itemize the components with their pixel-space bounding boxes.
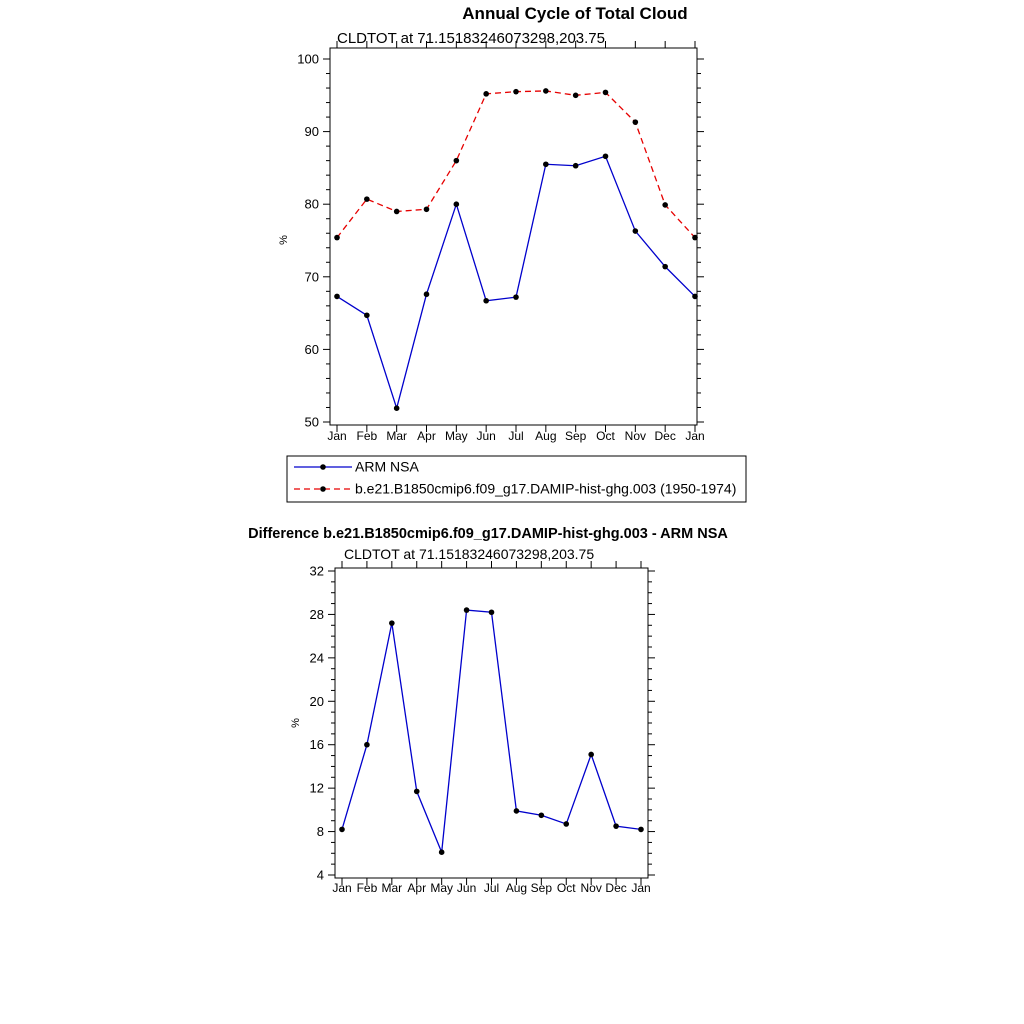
data-point-marker: [638, 827, 644, 833]
y-tick-label: 12: [309, 780, 324, 796]
data-point-marker: [603, 153, 609, 159]
series-line: [342, 610, 641, 852]
x-tick-label: Jul: [508, 429, 524, 443]
data-point-marker: [543, 88, 549, 94]
x-tick-label: Dec: [605, 881, 627, 895]
top-chart-series: [334, 88, 698, 411]
x-tick-label: Aug: [505, 881, 528, 895]
data-point-marker: [439, 849, 445, 855]
x-tick-label: Sep: [564, 429, 587, 443]
top-chart-axes: [297, 41, 704, 443]
data-point-marker: [613, 823, 619, 829]
top-chart-subtitle: CLDTOT at 71.15183246073298,203.75: [337, 30, 605, 47]
x-tick-label: Apr: [417, 429, 436, 443]
data-point-marker: [489, 609, 495, 615]
data-point-marker: [464, 607, 470, 613]
data-point-marker: [424, 206, 430, 212]
data-point-marker: [514, 808, 520, 814]
series-line: [337, 156, 695, 408]
y-tick-label: 100: [297, 51, 319, 67]
data-point-marker: [364, 312, 370, 318]
data-point-marker: [339, 827, 345, 833]
x-tick-label: Mar: [386, 429, 408, 443]
legend-label-model: b.e21.B1850cmip6.f09_g17.DAMIP-hist-ghg.003 (1950-1974): [355, 480, 737, 497]
series-line: [337, 91, 695, 238]
x-tick-label: Oct: [556, 881, 576, 895]
data-point-marker: [334, 235, 340, 241]
y-tick-label: 32: [309, 563, 324, 579]
data-point-marker: [513, 294, 519, 300]
data-point-marker: [424, 291, 430, 297]
data-point-marker: [454, 201, 460, 207]
data-point-marker: [573, 93, 579, 99]
x-tick-label: Nov: [624, 429, 647, 443]
x-tick-label: Jan: [631, 881, 651, 895]
x-tick-label: Jan: [332, 881, 352, 895]
x-tick-label: Aug: [535, 429, 557, 443]
y-tick-label: 90: [304, 124, 319, 140]
y-tick-label: 50: [304, 414, 319, 430]
y-tick-label: 60: [304, 341, 319, 357]
x-tick-label: May: [430, 881, 454, 895]
x-tick-label: May: [444, 429, 468, 443]
x-tick-label: Jun: [456, 881, 477, 895]
data-point-marker: [539, 812, 545, 818]
y-tick-label: 16: [309, 737, 324, 753]
y-tick-label: 4: [316, 867, 324, 883]
x-tick-label: Feb: [356, 881, 378, 895]
data-point-marker: [543, 161, 549, 167]
legend-label-arm-nsa: ARM NSA: [355, 458, 419, 475]
data-point-marker: [588, 752, 594, 758]
data-point-marker: [513, 89, 519, 95]
y-tick-label: 80: [304, 196, 319, 212]
data-point-marker: [389, 620, 395, 626]
top-chart-title: Annual Cycle of Total Cloud: [462, 4, 688, 23]
data-point-marker: [483, 91, 489, 97]
data-point-marker: [563, 821, 569, 827]
x-tick-label: Jan: [685, 429, 705, 443]
data-point-marker: [662, 264, 668, 270]
x-tick-label: Jan: [327, 429, 347, 443]
data-point-marker: [414, 789, 420, 795]
x-tick-label: Nov: [580, 881, 602, 895]
y-tick-label: 8: [316, 824, 324, 840]
data-point-marker: [394, 405, 400, 411]
x-tick-label: Feb: [356, 429, 378, 443]
data-point-marker: [633, 228, 639, 234]
data-point-marker: [692, 294, 698, 300]
data-point-marker: [662, 202, 668, 208]
bottom-chart-subtitle: CLDTOT at 71.15183246073298,203.75: [344, 546, 595, 562]
bottom-chart-y-axis-label: %: [290, 718, 302, 728]
y-tick-label: 20: [309, 693, 324, 709]
legend: [287, 456, 746, 502]
y-tick-label: 28: [309, 606, 324, 622]
x-tick-label: Jul: [483, 881, 500, 895]
data-point-marker: [364, 196, 370, 202]
bottom-chart-series: [339, 607, 644, 855]
x-tick-label: Jun: [476, 429, 496, 443]
data-point-marker: [633, 119, 639, 125]
data-point-marker: [692, 235, 698, 241]
legend-marker-model: [320, 486, 326, 492]
top-chart-y-axis-label: %: [278, 235, 290, 245]
data-point-marker: [394, 209, 400, 215]
data-point-marker: [454, 158, 460, 164]
x-tick-label: Sep: [530, 881, 553, 895]
x-tick-label: Oct: [596, 429, 615, 443]
x-tick-label: Apr: [407, 881, 427, 895]
legend-marker-arm-nsa: [320, 464, 326, 470]
data-point-marker: [603, 90, 609, 96]
y-tick-label: 24: [309, 650, 324, 666]
data-point-marker: [483, 298, 489, 304]
x-tick-label: Dec: [654, 429, 676, 443]
plot-frame: [330, 48, 697, 425]
data-point-marker: [573, 163, 579, 169]
x-tick-label: Mar: [381, 881, 403, 895]
bottom-chart-title: Difference b.e21.B1850cmip6.f09_g17.DAMIP-hist-ghg.003 - ARM NSA: [248, 526, 728, 542]
y-tick-label: 70: [304, 269, 319, 285]
legend-entry-arm-nsa: [294, 459, 419, 475]
data-point-marker: [334, 294, 340, 300]
data-point-marker: [364, 742, 370, 748]
legend-entry-model: [294, 481, 736, 497]
